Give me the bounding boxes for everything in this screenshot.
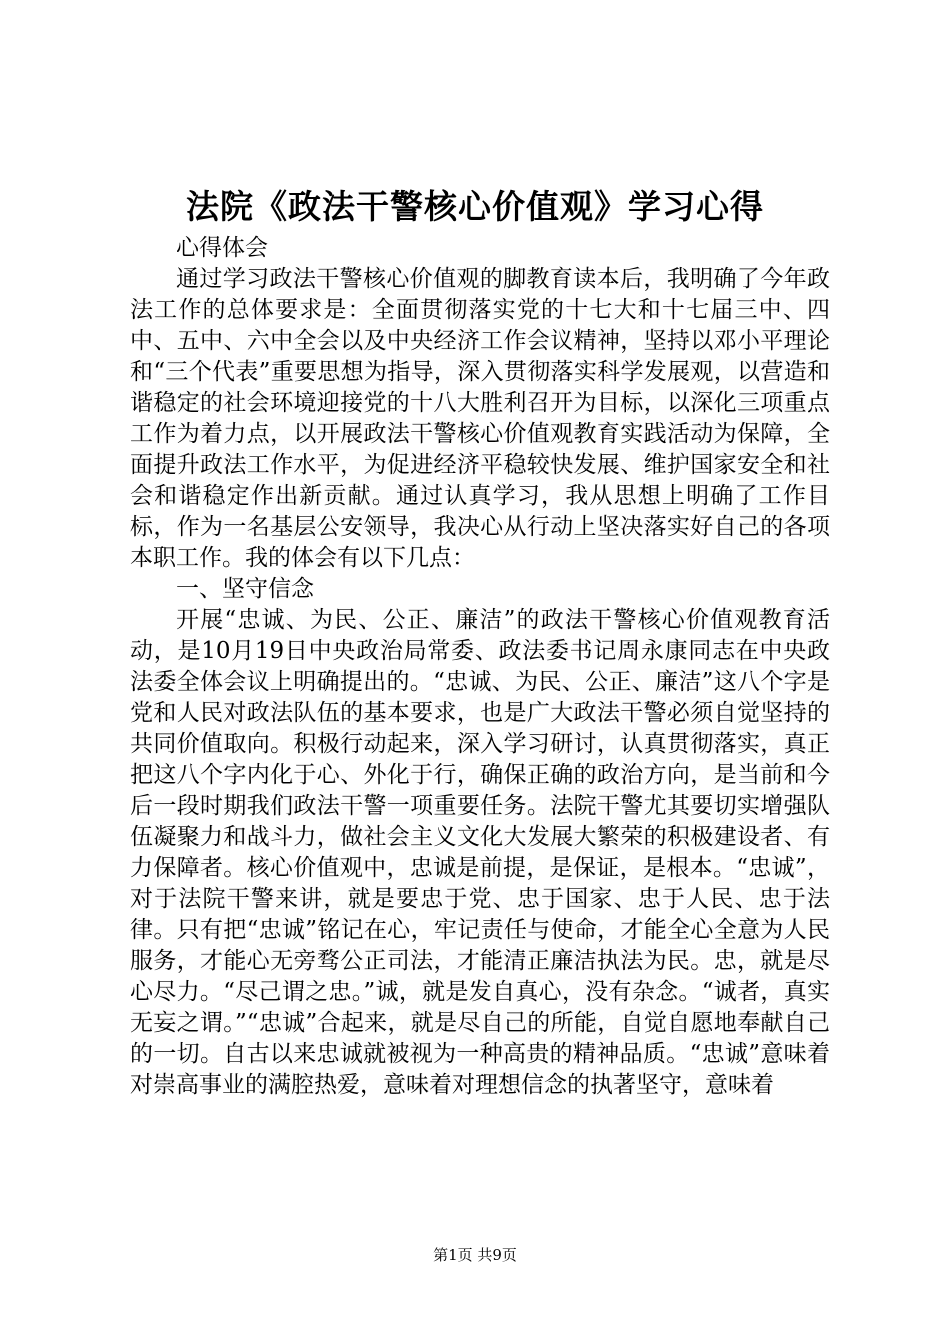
section-heading-1: 一、坚守信念: [176, 576, 314, 602]
paragraph-heading-xinde: 心得体会: [176, 235, 268, 261]
paragraph-intro: 通过学习政法干警核心价值观的脚教育读本后，我明确了今年政法工作的总体要求是：全面贯彻落实党的十七大和十七届三中、四中、五中、六中全会以及中央经济工作会议精神，坚持以邓小平理论和“三个代表”重要思想为指导，深入贯彻落实科学发展观，以营造和谐稳定的社会环境迎接党的十八大胜利召开为目标，以深化三项重点工作为着力点，以开展政法干警核心价值观教育实践活动为保障，全面提升政法工作水平，为促进经济平稳较快发展、维护国家安全和社会和谐稳定作出新贡献。通过认真学习，我从思想上明确了工作目标，作为一名基层公安领导，我决心从行动上坚决落实好自己的各项本职工作。我的体会有以下几点：: [130, 266, 830, 571]
document-body: [130, 233, 830, 1101]
paragraph-section-1: 开展“忠诚、为民、公正、廉洁”的政法干警核心价值观教育活动，是10月19日中央政治局常委、政法委书记周永康同志在中央政法委全体会议上明确提出的。“忠诚、为民、公正、廉洁”这八个字是党和人民对政法队伍的基本要求，也是广大政法干警必须自觉坚持的共同价值取向。积极行动起来，深入学习研讨，认真贯彻落实，真正把这八个字内化于心、外化于行，确保正确的政治方向，是当前和今后一段时期我们政法干警一项重要任务。法院干警尤其要切实增强队伍凝聚力和战斗力，做社会主义文化大发展大繁荣的积极建设者、有力保障者。核心价值观中，忠诚是前提，是保证，是根本。“忠诚”，对于法院干警来讲，就是要忠于党、忠于国家、忠于人民、忠于法律。只有把“忠诚”铭记在心，牢记责任与使命，才能全心全意为人民服务，才能心无旁骛公正司法，才能清正廉洁执法为民。忠，就是尽心尽力。“尽己谓之忠。”诚，就是发自真心，没有杂念。“诚者，真实无妄之谓。”“忠诚”合起来，就是尽自己的所能，自觉自愿地奉献自己的一切。自古以来忠诚就被视为一种高贵的精神品质。“忠诚”意味着对崇高事业的满腔热爱，意味着对理想信念的执著坚守，意味着: [130, 607, 830, 1098]
document-title: 法院《政法干警核心价值观》学习心得: [186, 187, 764, 226]
page-footer: 第1页 共9页: [433, 1246, 517, 1264]
